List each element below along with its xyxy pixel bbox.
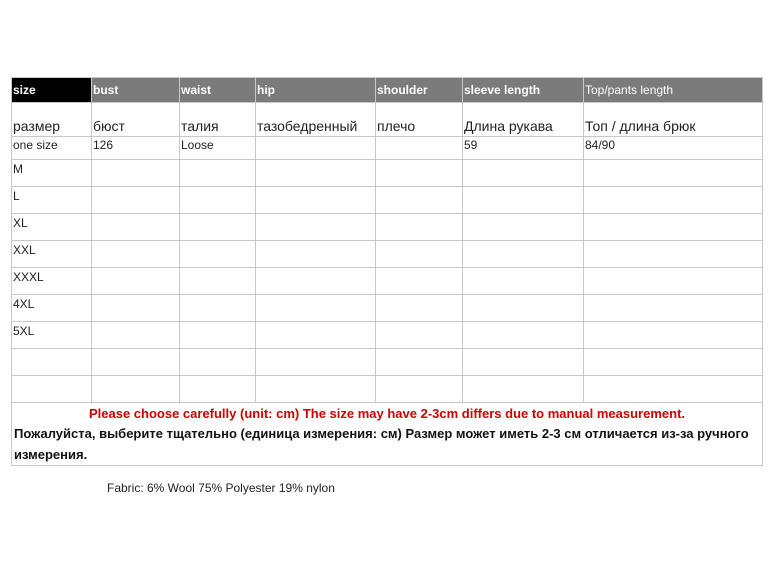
- table-cell: [463, 160, 584, 187]
- table-cell: [584, 376, 763, 403]
- table-cell: 4XL: [12, 295, 92, 322]
- table-cell: [584, 160, 763, 187]
- header-row: [12, 78, 763, 103]
- header-hip: hip: [256, 78, 376, 103]
- table-cell: [376, 268, 463, 295]
- table-cell: 59: [463, 137, 584, 160]
- table-cell: [256, 160, 376, 187]
- table-row: [12, 376, 763, 403]
- header-ru-size: размер: [12, 103, 92, 137]
- table-cell: [376, 137, 463, 160]
- table-cell: [92, 187, 180, 214]
- table-row: [12, 268, 763, 295]
- table-row: [12, 241, 763, 268]
- table-cell: [256, 214, 376, 241]
- table-cell: [256, 187, 376, 214]
- table-cell: [92, 214, 180, 241]
- table-cell: [180, 376, 256, 403]
- table-cell: [376, 349, 463, 376]
- table-cell: 5XL: [12, 322, 92, 349]
- table-cell: [463, 376, 584, 403]
- table-cell: [92, 295, 180, 322]
- table-cell: 126: [92, 137, 180, 160]
- table-cell: [92, 160, 180, 187]
- fabric-composition: Fabric: 6% Wool 75% Polyester 19% nylon: [107, 481, 335, 495]
- header-shoulder: shoulder: [376, 78, 463, 103]
- table-cell: [463, 241, 584, 268]
- table-cell: [180, 349, 256, 376]
- table-cell: [256, 268, 376, 295]
- table-cell: one size: [12, 137, 92, 160]
- table-cell: [92, 349, 180, 376]
- table-cell: [256, 349, 376, 376]
- table-cell: [376, 187, 463, 214]
- note-russian: Пожалуйста, выберите тщательно (единица измерения: см) Размер может иметь 2-3 см отличается из-за ручного измерения.: [14, 426, 749, 462]
- table-cell: [180, 187, 256, 214]
- header-ru-hip: тазобедренный: [256, 103, 376, 137]
- table-cell: [376, 376, 463, 403]
- size-chart: [11, 77, 762, 466]
- table-row: [12, 295, 763, 322]
- note-row: [12, 403, 763, 466]
- table-cell: [180, 268, 256, 295]
- table-cell: [376, 295, 463, 322]
- note-english: Please choose carefully (unit: cm) The size may have 2-3cm differs due to manual measurement.: [88, 406, 686, 421]
- table-cell: XXXL: [12, 268, 92, 295]
- table-row: [12, 214, 763, 241]
- table-cell: [12, 376, 92, 403]
- table-cell: [256, 137, 376, 160]
- size-table: [11, 77, 763, 466]
- table-cell: L: [12, 187, 92, 214]
- table-row: [12, 187, 763, 214]
- table-cell: [180, 295, 256, 322]
- table-cell: 84/90: [584, 137, 763, 160]
- table-cell: [376, 214, 463, 241]
- table-cell: [463, 295, 584, 322]
- table-cell: [92, 322, 180, 349]
- header-top-pants-length: Top/pants length: [584, 78, 763, 103]
- table-row: [12, 137, 763, 160]
- header-waist: waist: [180, 78, 256, 103]
- table-cell: [180, 214, 256, 241]
- table-cell: [463, 214, 584, 241]
- table-cell: [92, 241, 180, 268]
- table-cell: [92, 376, 180, 403]
- header-ru-top-pants-length: Топ / длина брюк: [584, 103, 763, 137]
- measurement-note: [12, 403, 763, 466]
- table-cell: [584, 187, 763, 214]
- table-cell: [180, 322, 256, 349]
- table-cell: [256, 241, 376, 268]
- table-cell: [463, 268, 584, 295]
- table-cell: [584, 295, 763, 322]
- header-sleeve-length: sleeve length: [463, 78, 584, 103]
- table-cell: [463, 187, 584, 214]
- table-cell: [92, 268, 180, 295]
- header-ru-bust: бюст: [92, 103, 180, 137]
- table-cell: [12, 349, 92, 376]
- table-cell: [376, 160, 463, 187]
- header-bust: bust: [92, 78, 180, 103]
- table-cell: [180, 241, 256, 268]
- table-cell: XL: [12, 214, 92, 241]
- table-cell: [584, 241, 763, 268]
- table-cell: [256, 322, 376, 349]
- table-cell: [584, 214, 763, 241]
- table-cell: [376, 322, 463, 349]
- table-cell: [376, 241, 463, 268]
- header-ru-waist: талия: [180, 103, 256, 137]
- table-row: [12, 160, 763, 187]
- header-size: size: [12, 78, 92, 103]
- table-cell: [584, 349, 763, 376]
- table-cell: [256, 376, 376, 403]
- header-ru-shoulder: плечо: [376, 103, 463, 137]
- russian-header-row: [12, 103, 763, 137]
- table-cell: M: [12, 160, 92, 187]
- table-row: [12, 322, 763, 349]
- table-cell: [584, 268, 763, 295]
- table-cell: [256, 295, 376, 322]
- table-cell: [180, 160, 256, 187]
- header-ru-sleeve-length: Длина рукава: [463, 103, 584, 137]
- table-cell: Loose: [180, 137, 256, 160]
- table-row: [12, 349, 763, 376]
- table-cell: XXL: [12, 241, 92, 268]
- table-cell: [463, 322, 584, 349]
- table-cell: [463, 349, 584, 376]
- table-cell: [584, 322, 763, 349]
